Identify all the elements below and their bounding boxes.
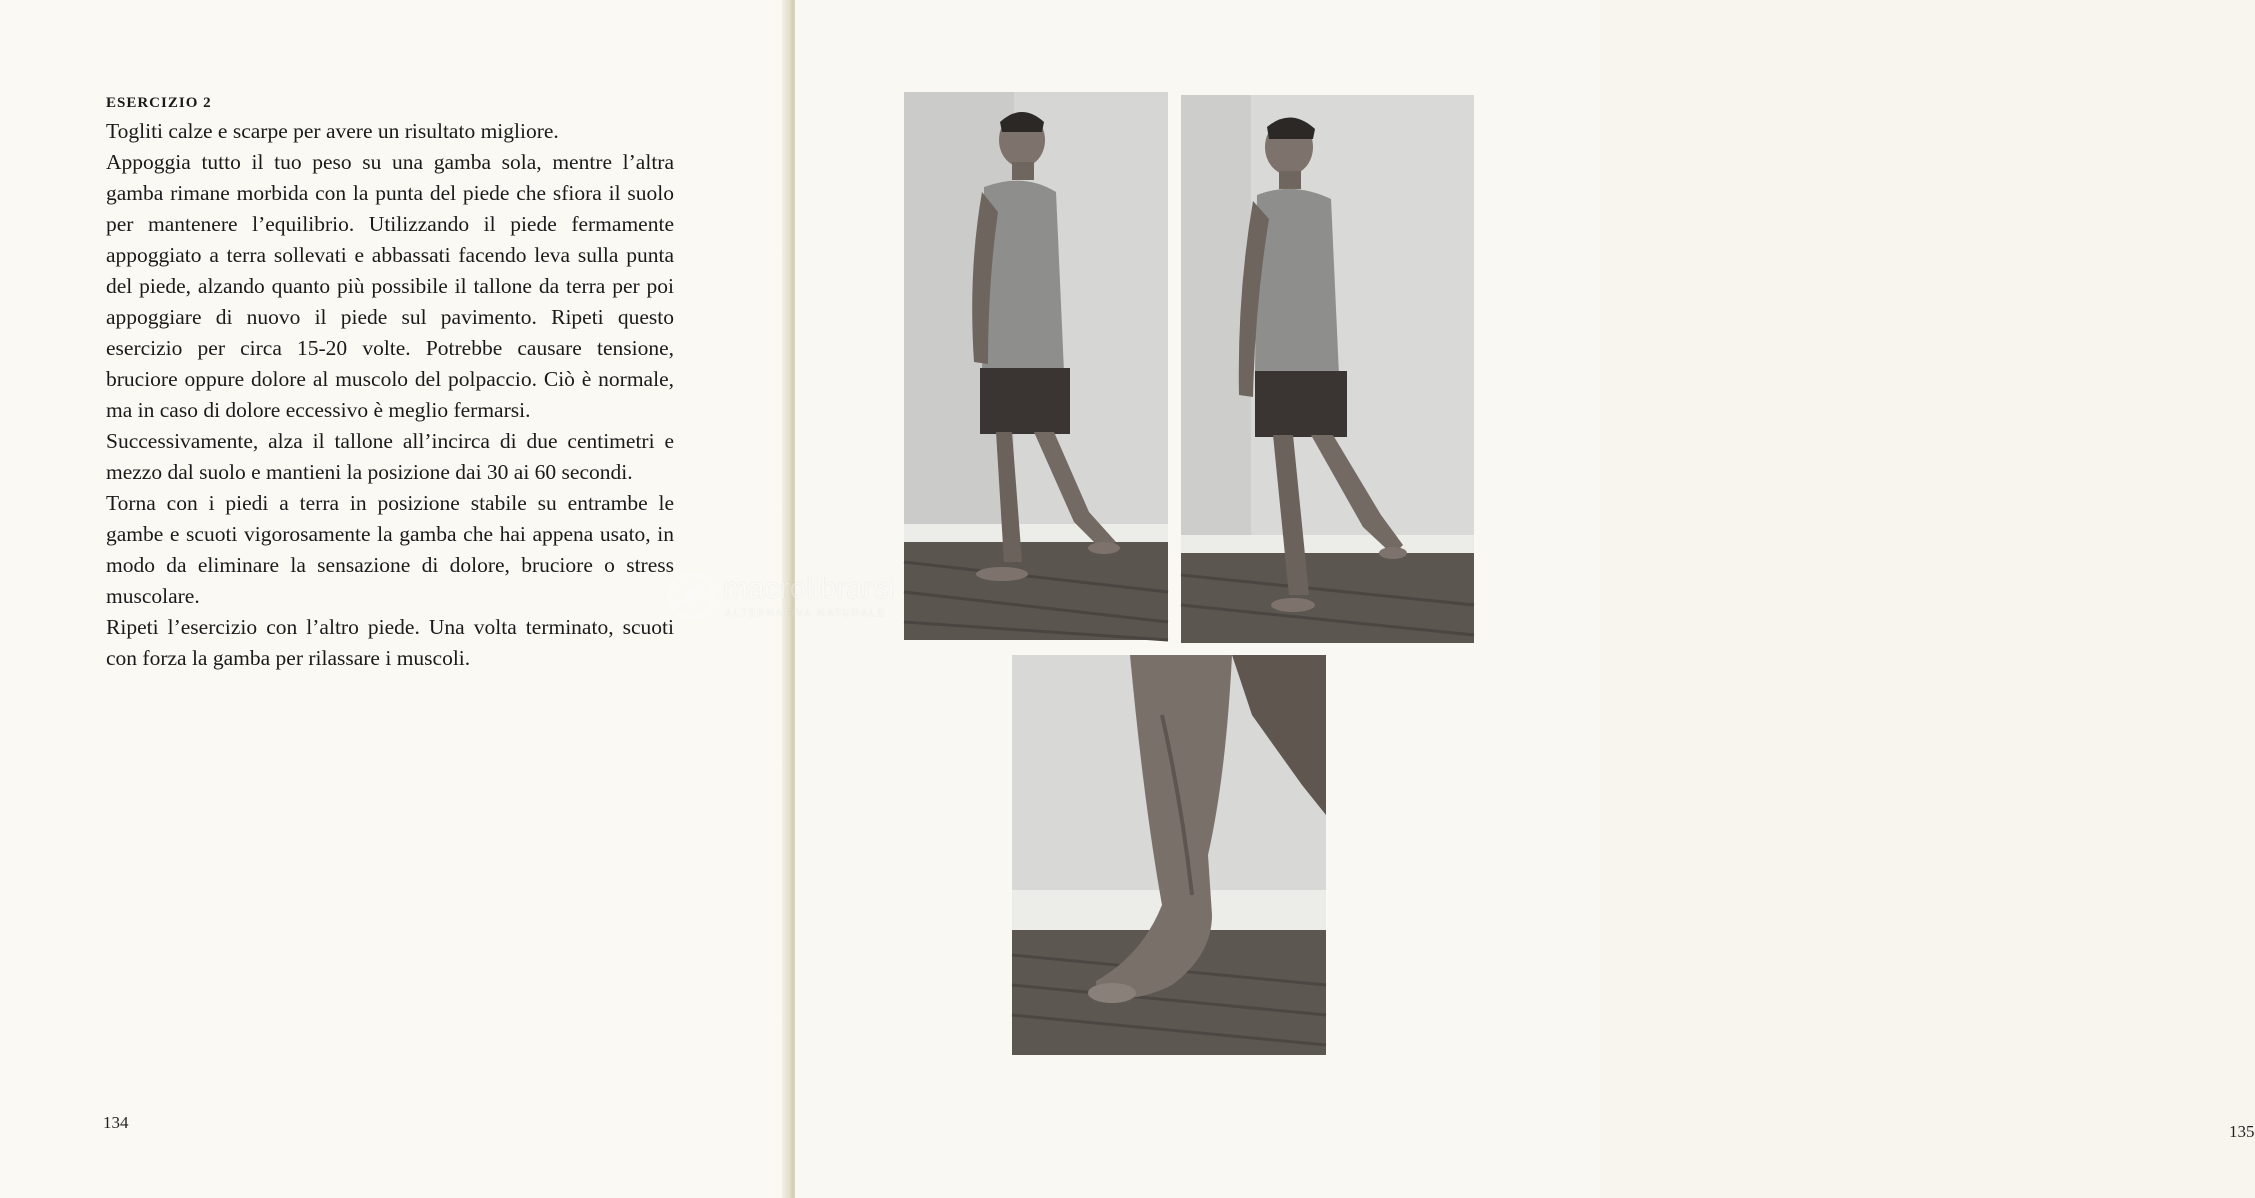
watermark-tagline: ALTERNATIVA NATURALE: [725, 608, 886, 619]
paragraph-2: Appoggia tutto il tuo peso su una gamba sola, mentre l’altra gamba rimane morbida con la punta del piede che sfiora il suolo per mantenere l’equilibrio. Utilizzando il piede fermamente appoggiato a terra sollevati e abbassati facendo leva sulla punta del piede, alzando quanto più possibile il tallone da terra per poi appoggiare di nuovo il piede sul pavimento. Ripeti questo esercizio per circa 15-20 volte. Potrebbe causare tensione, bruciore oppure dolore al muscolo del polpaccio. Ciò è normale, ma in caso di dolore eccessivo è meglio fermarsi.: [106, 150, 674, 422]
man-raised-heel-photo: [1181, 95, 1474, 643]
paragraph-4: Torna con i piedi a terra in posizione stabile su entrambe le gambe e scuoti vigorosamente la gamba che hai appena usato, in modo da eliminare la sensazione di dolore, bruciore o stress muscolare.: [106, 491, 674, 608]
watermark-logo-icon: [665, 570, 717, 622]
paragraph-3: Successivamente, alza il tallone all’incirca di due centimetri e mezzo dal suolo e mantieni la posizione dai 30 ai 60 secondi.: [106, 429, 674, 484]
exercise-text: [106, 90, 674, 674]
macrolibrarsi-watermark: [665, 568, 965, 628]
watermark-brand: macrolibrarsi: [723, 572, 895, 605]
page-number-left: 134: [103, 1113, 129, 1132]
calf-closeup-photo: [1012, 655, 1326, 1055]
paragraph-1: Togliti calze e scarpe per avere un risultato migliore.: [106, 119, 559, 143]
page-number-right: 135: [2229, 1122, 2255, 1141]
man-standing-flat-foot-photo: [904, 92, 1168, 640]
exercise-heading: ESERCIZIO 2: [106, 95, 212, 111]
paragraph-5: Ripeti l’esercizio con l’altro piede. Una volta terminato, scuoti con forza la gamba per rilassare i muscoli.: [106, 615, 674, 670]
